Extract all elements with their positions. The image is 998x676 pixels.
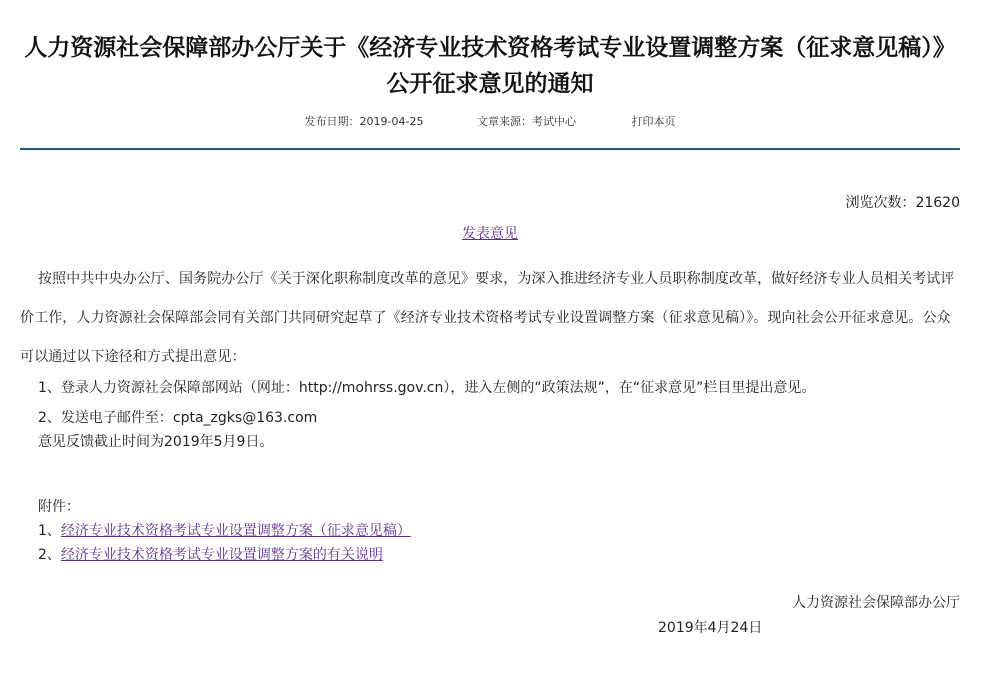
print-page-link[interactable]: 打印本页	[631, 115, 676, 128]
method-email: 2、发送电子邮件至：cpta_zgks@163.com	[38, 410, 318, 426]
comment-link-container	[20, 224, 960, 244]
intro-paragraph: 按照中共中央办公厅、国务院办公厅《关于深化职称制度改革的意见》要求，为深入推进经济专业人员职称制度改革，做好经济专业人员相关考试评价工作，人力资源社会保障部会同有关部门共同研究起草了《经济专业技术资格考试专业设置调整方案（征求意见稿）》。现向社会公开征求意见。公众可以通过以下途径和方式提出意见：	[20, 271, 955, 365]
article-source: 文章来源：考试中心	[476, 115, 576, 128]
deadline-text: 意见反馈截止时间为2019年5月9日。	[38, 434, 274, 450]
signature-date: 2019年4月24日	[658, 620, 763, 636]
post-comment-link[interactable]: 发表意见	[462, 226, 518, 242]
attachment-index: 1、	[38, 523, 61, 539]
attachment-item	[20, 519, 960, 543]
attachment-item	[20, 543, 960, 567]
attachment-link-1[interactable]: 经济专业技术资格考试专业设置调整方案（征求意见稿）	[60, 523, 411, 539]
header-divider	[20, 148, 960, 150]
publish-date: 发布日期：2019-04-25	[304, 115, 424, 128]
signature-organization: 人力资源社会保障部办公厅	[792, 595, 960, 611]
submission-methods	[20, 376, 960, 454]
attachment-link-2[interactable]: 经济专业技术资格考试专业设置调整方案的有关说明	[60, 547, 383, 563]
article-meta	[20, 114, 960, 130]
article-title: 人力资源社会保障部办公厅关于《经济专业技术资格考试专业设置调整方案（征求意见稿）》公开征求意见的通知	[24, 35, 956, 97]
article-page	[20, 0, 960, 676]
method-website: 1、登录人力资源社会保障部网站（网址：http://mohrss.gov.cn），进入左侧的“政策法规”，在“征求意见”栏目里提出意见。	[38, 380, 816, 396]
attachment-index: 2、	[38, 547, 61, 563]
attachments-section	[20, 495, 960, 567]
view-count: 浏览次数：21620	[845, 195, 960, 211]
attachments-label: 附件：	[38, 499, 80, 515]
